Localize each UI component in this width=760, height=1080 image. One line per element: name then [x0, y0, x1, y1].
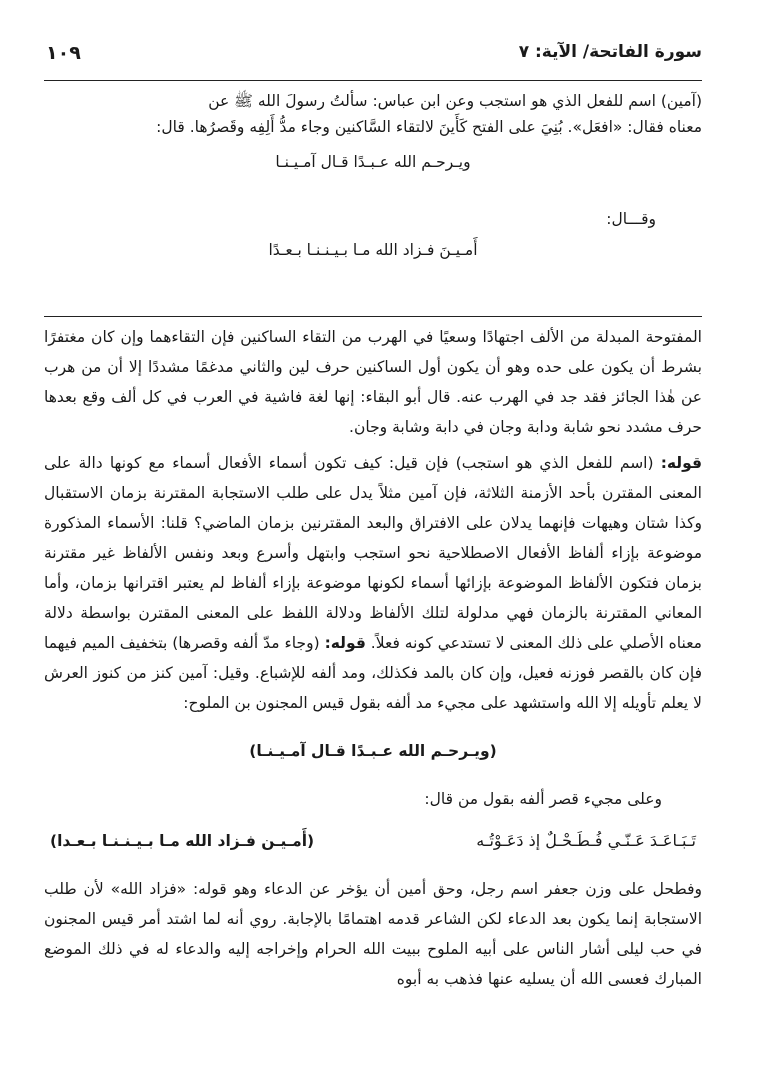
commentary-paragraph-3: وفطحل على وزن جعفر اسم رجل، وحق أمين أن يؤخر عن الدعاء وهو قوله: «فزاد الله» لأن طلب الاستجابة إنما يكون بعد الدعاء لكن الشاعر قدمه اهتمامًا بالإجابة. روي أنه لما اشتد أمر قيس المجنون في حب ليلى أشار الناس على أبيه الملوح ببيت الله الحرام وإخراجه إليه والدعاء له في ذلك الموضع المبارك فعسى الله أن يسليه عنها فذهب به أبوه [44, 880, 702, 988]
commentary-label: قوله: [324, 634, 366, 652]
verse-line-2: أَمـيـنَ فـزاد الله مـا بـيـنـنـا بـعـدًا [268, 241, 478, 259]
page-number: ١٠٩ [46, 42, 81, 64]
commentary-text: (اسم للفعل الذي هو استجب) فإن قيل: كيف تكون أسماء الأفعال أسماء مع كونها دالة على المعنى المقترن بأحد الأزمنة الثلاثة، فإن آمين مثلاً يدل على طلب الاستجابة المقترنة بزمان الاستقبال وكذا شتان وهيهات فإنهما يدلان على الافتراق والبعد المقترنين بزمان الماضي؟ قلنا: الأسماء المذكورة موضوعة بإزاء ألفاظ الأفعال الاصطلاحية نحو استجب وابتهل وأسرع وبعد ونفس الألفاظ غير مقترنة بزمان فتكون الألفاظ الموضوعة بإزائها أسماء لكونها موضوعة بإزاء ألفاظ لم يعتبر اقترانها بزمان، وأما المعاني المقترنة بالزمان فهي مدلولة لتلك الألفاظ ودلالة اللفظ على المعنى المقترن بواسطة دلالة معناه الأصلي على ذلك المعنى لا تستدعي كونه فعلاً. [44, 454, 702, 652]
main-text-line-2: معناه فقال: «افعَل». بُنِيَ على الفتح كَأَينَ لالتقاء السَّاكنين وجاء مدُّ أَلِفِه وقَصرُها. قال: [156, 118, 702, 136]
commentary-section [44, 322, 702, 994]
commentary-line-short: وعلى مجيء قصر ألفه بقول من قال: [424, 790, 662, 808]
running-title: سورة الفاتحة/ الآية: ٧ [518, 42, 702, 62]
commentary-paragraph-2 [44, 448, 702, 718]
commentary-label: قوله: [660, 454, 702, 472]
poem-verse [44, 826, 702, 856]
qala-label: وقـــال: [606, 210, 656, 228]
commentary-text: (وجاء مدّ ألفه وقصرها) بتخفيف الميم فيهما فإن كان بالقصر فوزنه فعيل، وإن كان بالمد فكذلك، ومد ألفه للإشباع. وقيل: آمين كنز من كنوز العرش لا يعلم تأويله إلا الله واستشهد على مجيء مد ألفه بقول قيس المجنون بن الملوح: [44, 634, 702, 712]
main-text-line-1: (آمين) اسم للفعل الذي هو استجب وعن ابن عباس: سألتُ رسولَ الله ﷺ عن [208, 92, 702, 110]
page-header [44, 42, 702, 70]
poem-hemistich-second: (أَمـيـن فـزاد الله مـا بـيـنـنـا بـعـدا) [50, 832, 315, 850]
verse-line-1: ويـرحـم الله عـبـدًا قـال آمـيـنـا [275, 153, 471, 171]
main-text-section [44, 88, 702, 264]
document-page [44, 30, 702, 1080]
section-divider [44, 316, 702, 317]
quoted-verse-bold: (ويـرحـم الله عـبـدًا قـال آمـيـنـا) [249, 742, 497, 760]
poem-hemistich-first: تَـبَـاعَـدَ عَـنّـي فُـطَـحْـلٌ إذ دَعَـوْتُـه [476, 831, 696, 850]
header-divider [44, 80, 702, 81]
commentary-paragraph-1: المفتوحة المبدلة من الألف اجتهادًا وسعيًا في الهرب من التقاء الساكنين فإن التقاءهما وإن كان مغتفرًا بشرط أن يكون على حده وهو أن يكون أول الساكنين حرف لين والثاني مدغمًا مشددًا إلا أن من هرب عن هٰذا الجائز فقد جد في الهرب عنه. قال أبو البقاء: إنها لغة فاشية في العرب في كل ألف وقع بعدها حرف مشدد نحو شابة ودابة وجان في دابة وشابة وجان. [44, 328, 702, 436]
